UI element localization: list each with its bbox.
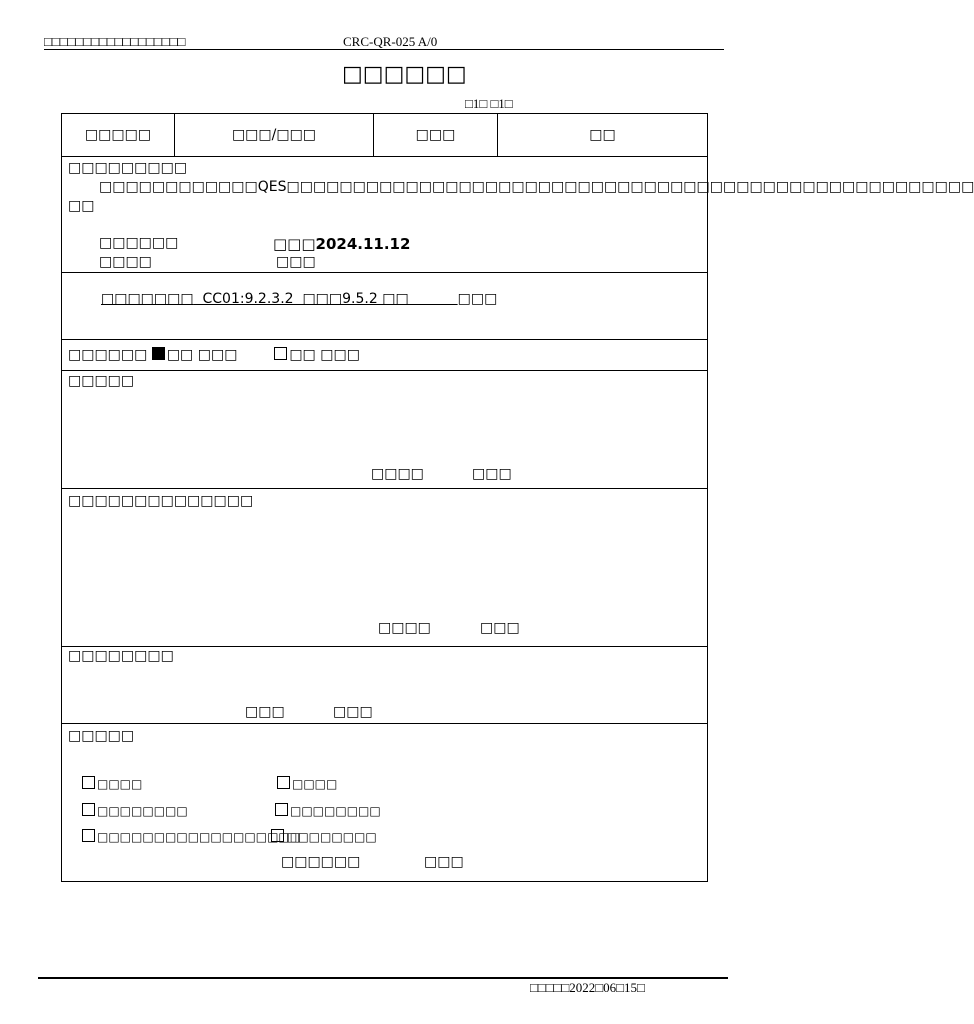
conclusion-option-3: □□□□□□□□ xyxy=(82,803,188,818)
verify-label: □□□□□□□□ xyxy=(68,648,174,664)
action-label: □□□□□□□□□□□□□□ xyxy=(68,493,254,509)
basis-suffix: □□□ xyxy=(457,291,498,307)
basis-label: □□□□□□□ xyxy=(101,291,194,307)
checkbox-unchecked[interactable] xyxy=(274,347,287,360)
field1-label: □□□□□□ xyxy=(99,235,179,251)
field2-value: □□□ xyxy=(276,254,316,270)
field1-value-prefix: □□□ xyxy=(273,235,316,253)
section-verification xyxy=(62,647,708,724)
checkbox[interactable] xyxy=(277,776,290,789)
type-label: □□□□□□ xyxy=(68,347,148,363)
basis-clause: CC01:9.2.3.2 □□□9.5.2 □□ xyxy=(193,291,458,307)
field1-date: 2024.11.12 xyxy=(315,235,411,253)
verify-date-label: □□□ xyxy=(333,704,373,720)
conclusion-label: □□□□□ xyxy=(68,728,135,744)
cause-date-label: □□□ xyxy=(472,466,512,482)
page-info: □1□ □1□ xyxy=(465,96,513,111)
verify-sign-label: □□□ xyxy=(245,704,285,720)
basis-line xyxy=(101,291,497,307)
header-cell-2: □□□/□□□ xyxy=(175,114,374,157)
header-cell-4: □□ xyxy=(498,114,708,157)
checkbox[interactable] xyxy=(271,829,284,842)
field2-label: □□□□ xyxy=(99,254,152,270)
section-conclusion xyxy=(62,724,708,882)
conclusion-option-1: □□□□ xyxy=(82,776,142,791)
conclusion-option-2: □□□□ xyxy=(277,776,337,791)
section-basis xyxy=(62,273,708,340)
footer-rule xyxy=(38,977,728,979)
conclusion-option-5: □□□□□□□□□□□□□□□□□□ xyxy=(82,829,301,844)
conclusion-option-4: □□□□□□□□ xyxy=(275,803,381,818)
cause-label: □□□□□ xyxy=(68,373,135,389)
header-cell-3: □□□ xyxy=(374,114,498,157)
cause-sign-label: □□□□ xyxy=(371,466,424,482)
type-line xyxy=(68,347,360,363)
action-date-label: □□□ xyxy=(480,620,520,636)
page-title: □□□□□□ xyxy=(342,62,467,87)
section-description xyxy=(62,157,708,273)
description-label: □□□□□□□□□ xyxy=(68,160,188,176)
section-corrective-action xyxy=(62,489,708,647)
checkbox[interactable] xyxy=(275,803,288,816)
nonconformity-form xyxy=(61,113,974,882)
field1-value xyxy=(273,235,410,253)
checkbox-checked[interactable] xyxy=(152,347,165,360)
section-type xyxy=(62,340,708,371)
conclusion-option-6: □□□□□□□□ xyxy=(271,829,377,844)
section-cause xyxy=(62,371,708,489)
header-rule xyxy=(44,49,724,50)
type-option-1: □□ □□□ xyxy=(166,347,238,363)
header-cell-1: □□□□□ xyxy=(62,114,175,157)
form-header-row xyxy=(62,114,708,157)
checkbox[interactable] xyxy=(82,829,95,842)
action-sign-label: □□□□ xyxy=(378,620,431,636)
checkbox[interactable] xyxy=(82,803,95,816)
checkbox[interactable] xyxy=(82,776,95,789)
type-option-2: □□ □□□ xyxy=(289,347,360,363)
company-name: □□□□□□□□□□□□□□□□□□ xyxy=(44,34,186,49)
description-text-end: □□ xyxy=(68,198,95,214)
description-text: □□□□□□□□□□□□QES□□□□□□□□□□□□□□□□□□□□□□□□□□□□□□□□□□□□□□□□□□□□□□□□□□□□ xyxy=(99,179,974,195)
conclusion-date-label: □□□ xyxy=(424,854,464,870)
conclusion-sign-label: □□□□□□ xyxy=(281,854,361,870)
document-code: CRC-QR-025 A/0 xyxy=(343,34,438,49)
effective-date: □□□□□2022□06□15□ xyxy=(530,980,645,995)
